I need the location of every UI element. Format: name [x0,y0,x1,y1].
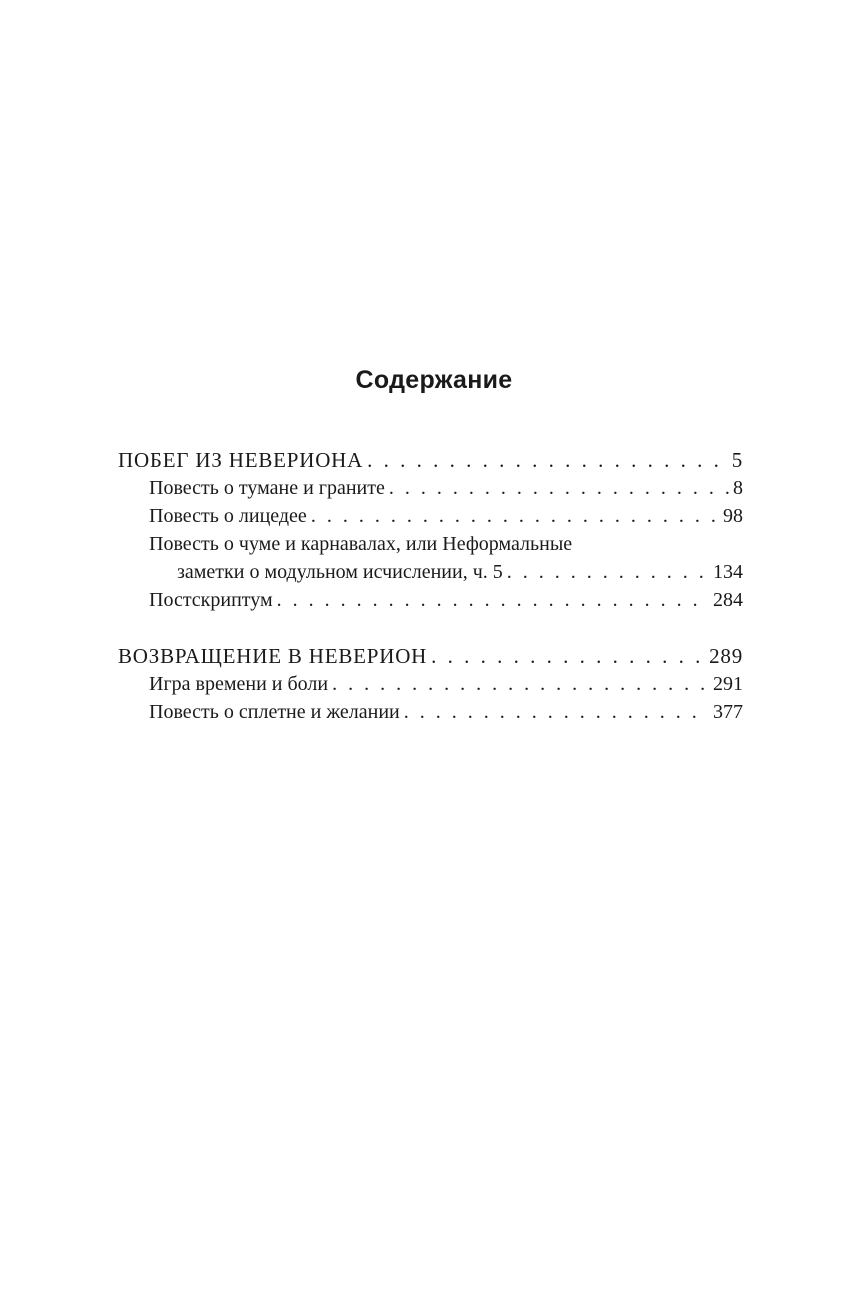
page-number: 8 [733,477,743,499]
page-number: 284 [713,589,743,611]
toc-entry-title: Повесть о лицедее [149,505,307,527]
page-number: 5 [731,448,743,472]
toc-entry-title: Постскриптум [149,589,273,611]
toc-part-1 [118,446,743,474]
toc-entry-title: Игра времени и боли [149,673,329,695]
dot-leader [332,670,709,698]
dot-leader [367,446,728,474]
toc-part-title: ВОЗВРАЩЕНИЕ В НЕВЕРИОН [118,644,428,668]
toc-entry [118,530,743,558]
dot-leader [389,474,729,502]
dot-leader [431,642,705,670]
page-number: 291 [713,673,743,695]
dot-leader [507,558,709,586]
toc-entry [118,698,743,726]
page-title: Содержание [355,366,513,394]
page-number: 377 [713,701,743,723]
toc-part-title: ПОБЕГ ИЗ НЕВЕРИОНА [118,448,364,472]
toc-part-2 [118,642,743,670]
page-number: 134 [713,561,743,583]
table-of-contents [118,446,743,726]
dot-leader [311,502,719,530]
toc-entry-title: Повесть о тумане и граните [149,477,385,499]
page-number: 98 [723,505,743,527]
toc-entry-continuation [118,558,743,586]
toc-entry [118,474,743,502]
dot-leader [277,586,709,614]
toc-entry-title: Повесть о сплетне и желании [149,701,400,723]
toc-entry-title-line-2: заметки о модульном исчислении, ч. 5 [177,561,503,583]
toc-entry [118,502,743,530]
dot-leader [404,698,709,726]
page-number: 289 [709,644,743,668]
toc-entry-title-line-1: Повесть о чуме и карнавалах, или Неформальные [149,533,573,555]
toc-entry [118,670,743,698]
toc-entry [118,586,743,614]
